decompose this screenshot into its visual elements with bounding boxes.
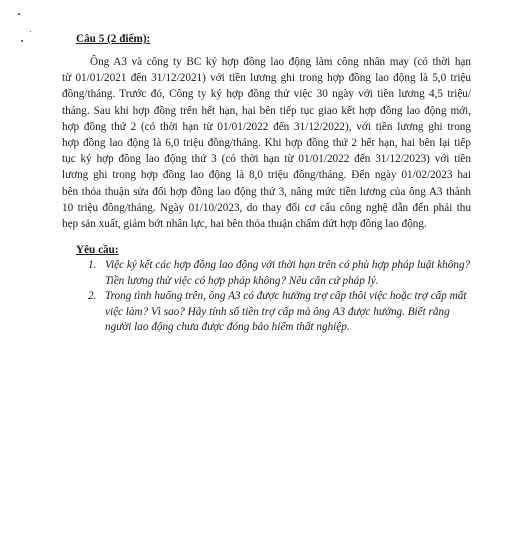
question-list [88,258,483,336]
question-number: 1. [88,259,97,271]
paragraph-line: tháng. Sau khi hợp đồng trên hết hạn, hai bên tiếp tục giao kết hợp đồng lao động mới, [62,104,471,117]
question-item [88,289,483,336]
requirements-heading: Yêu cầu: [76,244,119,256]
question-line: Việc ký kết các hợp đồng lao động với thời hạn trên có phù hợp pháp luật không? [105,259,471,271]
paragraph-line: lương ghi trong hợp đồng lao động là 8,0 triệu đồng/tháng. Đến ngày 01/02/2023 hai [62,169,471,182]
question-line: Trong tình huống trên, ông A3 có được hưởng trợ cấp thôi việc hoặc trợ cấp mất [105,290,467,303]
question-item [88,258,483,289]
paragraph-line: đồng/tháng. Trước đó, Công ty ký hợp đồng thử việc 30 ngày với tiền lương 4,5 triệu/ [62,88,471,101]
question-line: việc làm? Vì sao? Hãy tính số tiền trợ cấp mà ông A3 được hưởng. Biết rằng [105,305,450,318]
question-heading: Câu 5 (2 điểm): [76,33,151,45]
scan-speck [30,31,31,32]
paragraph-line: từ 01/01/2021 đến 31/12/2021) với tiền lương ghi trong hợp đồng lao động là 5,0 triệu [62,72,471,85]
paragraph-line: 10 triệu đồng/tháng. Ngày 01/10/2023, do thay đổi cơ cấu công nghệ dẫn đến phải thu [62,201,471,214]
paragraph-line: tục ký hợp đồng lao động thứ 3 (có thời hạn từ 01/01/2022 đến 31/12/2023) với tiền [62,153,471,166]
paragraph-line: Ông A3 và công ty BC ký hợp đồng lao động làm công nhân may (có thời hạn [90,56,471,68]
question-line: Tiền lương thử việc có hợp pháp không? Nêu căn cứ pháp lý. [105,274,379,287]
question-line: người lao động chưa được đóng bảo hiểm thất nghiệp. [105,321,350,334]
scan-speck [21,40,23,42]
paragraph-line: hợp đồng thứ 2 (có thời hạn từ 01/01/2022 đến 31/12/2022), với tiền lương ghi trong [62,120,471,133]
paragraph-line: hợp đồng lao động là 6,0 triệu đồng/tháng. Khi hợp đồng thứ 2 hết hạn, hai bên lại tiếp [62,136,471,149]
scenario-paragraph [62,54,471,232]
paragraph-line: bên thỏa thuận sửa đổi hợp đồng lao động thứ 3, nâng mức tiền lương của ông A3 thành [62,185,471,198]
paragraph-line: hẹp sản xuất, giảm bớt nhân lực, hai bên thỏa thuận chấm dứt hợp đồng lao động. [62,217,427,230]
question-number: 2. [88,290,97,303]
scan-speck [18,13,20,15]
